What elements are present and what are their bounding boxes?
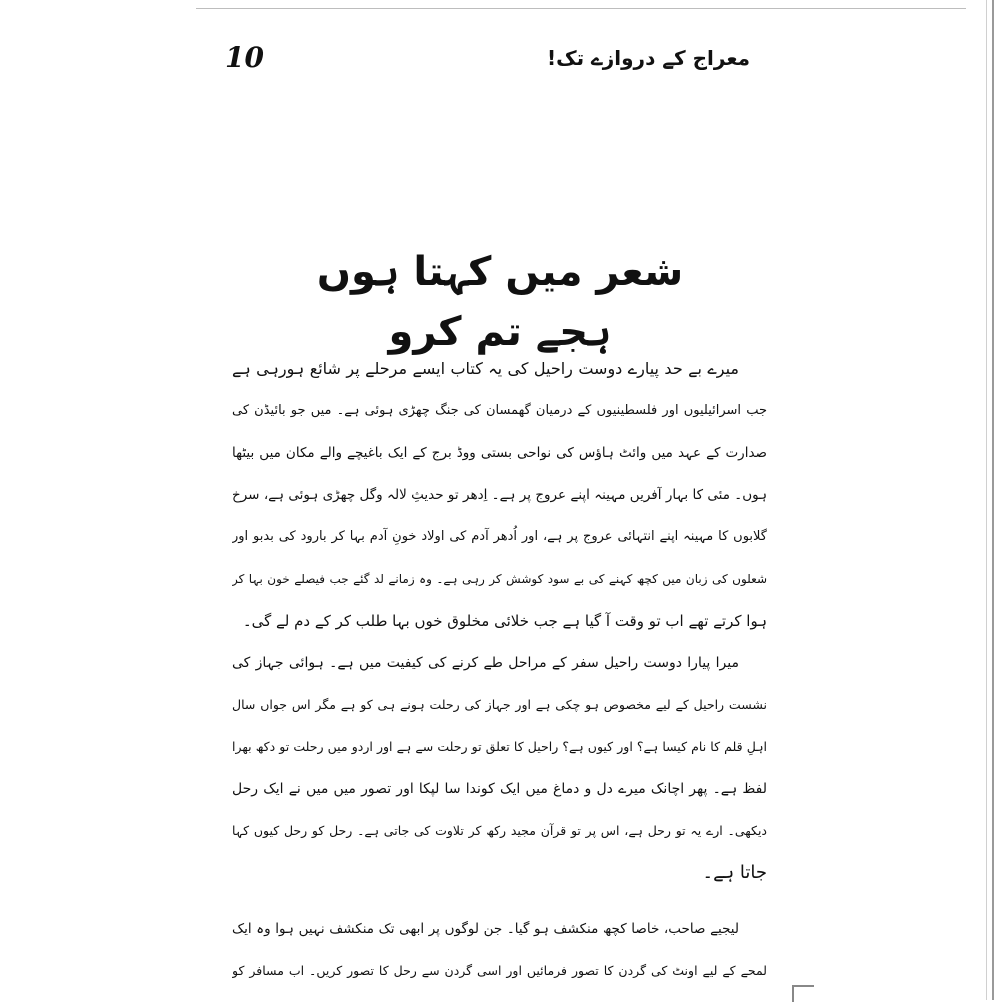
page-edge-right: [992, 0, 994, 1000]
paragraph-gap: [232, 894, 767, 908]
text-line: جاتا ہے۔: [702, 862, 767, 883]
paragraph-2: [232, 642, 767, 894]
text-line: نشست راحیل کے لیے مخصوص ہو چکی ہے اور جہاز کی رحلت ہونے ہی کو ہے مگر اس جواں سال: [232, 697, 767, 712]
text-line: ہوا کرتے تھے اب تو وقت آ گیا ہے جب خلائی مخلوق خوں بہا طلب کر کے دم لے گی۔: [242, 612, 767, 630]
body-text: [232, 348, 767, 992]
paragraph-3: [232, 908, 767, 992]
page-number: 10: [225, 41, 264, 74]
text-line: لیجیے صاحب، خاصا کچھ منکشف ہو گیا۔ جن لوگوں پر ابھی تک منکشف نہیں ہوا وہ ایک: [232, 921, 739, 937]
text-line: جب اسرائیلیوں اور فلسطینیوں کے درمیان گھمسان کی جنگ چھڑی ہوئی ہے۔ میں جو بائیڈن کی: [232, 403, 767, 418]
text-line: لفظ ہے۔ پھر اچانک میرے دل و دماغ میں ایک کوندا سا لپکا اور تصور میں میں نے ایک رحل: [232, 781, 767, 797]
text-line: ہوں۔ مئی کا بہار آفریں مہینہ اپنے عروج پر ہے۔ اِدھر تو حدیثِ لالہ وگل چھڑی ہوئی ہے، سرخ: [232, 487, 767, 503]
paragraph-1: [232, 348, 767, 642]
page-edge-shadow: [986, 0, 987, 1000]
text-line: لمحے کے لیے اونٹ کی گردن کا تصور فرمائیں اور اسی گردن سے رحل کا تصور کریں۔ اب مسافر کو: [232, 963, 767, 978]
text-line: شعلوں کی زبان میں کچھ کہنے کی بے سود کوشش کر رہی ہے۔ وہ زمانے لد گئے جب فیصلے خون بہا کر: [232, 572, 767, 586]
page-corner-mark: [792, 985, 814, 1002]
text-line: صدارت کے عہد میں وائٹ ہاؤس کی نواحی بستی ووڈ برج کے ایک باغیچے والے مکان میں بیٹھا: [232, 445, 767, 461]
text-line: اہلِ قلم کا نام کیسا ہے؟ اور کیوں ہے؟ راحیل کا تعلق تو رحلت سے ہے اور اردو میں رحلت تو دکھ بھرا: [232, 739, 767, 754]
page-edge-top: [196, 0, 966, 9]
running-title: معراج کے دروازے تک!: [546, 46, 750, 70]
text-line: گلابوں کا مہینہ اپنے انتہائی عروج پر ہے، اور اُدھر آدم کی اولاد خونِ آدم بہا کر بارود کی بدبو اور: [232, 529, 767, 544]
text-line: دیکھی۔ ارے یہ تو رحل ہے، اس پر تو قرآن مجید رکھ کر تلاوت کی جاتی ہے۔ رحل کو رحل کیوں کہا: [232, 823, 767, 838]
chapter-title: شعر میں کہتا ہوں ہجے تم کرو: [316, 249, 684, 355]
text-line: میرا پیارا دوست راحیل سفر کے مراحل طے کرنے کی کیفیت میں ہے۔ ہوائی جہاز کی: [232, 655, 739, 671]
page-header: [225, 40, 750, 80]
text-line: میرے بے حد پیارے دوست راحیل کی یہ کتاب ایسے مرحلے پر شائع ہورہی ہے: [232, 359, 739, 378]
